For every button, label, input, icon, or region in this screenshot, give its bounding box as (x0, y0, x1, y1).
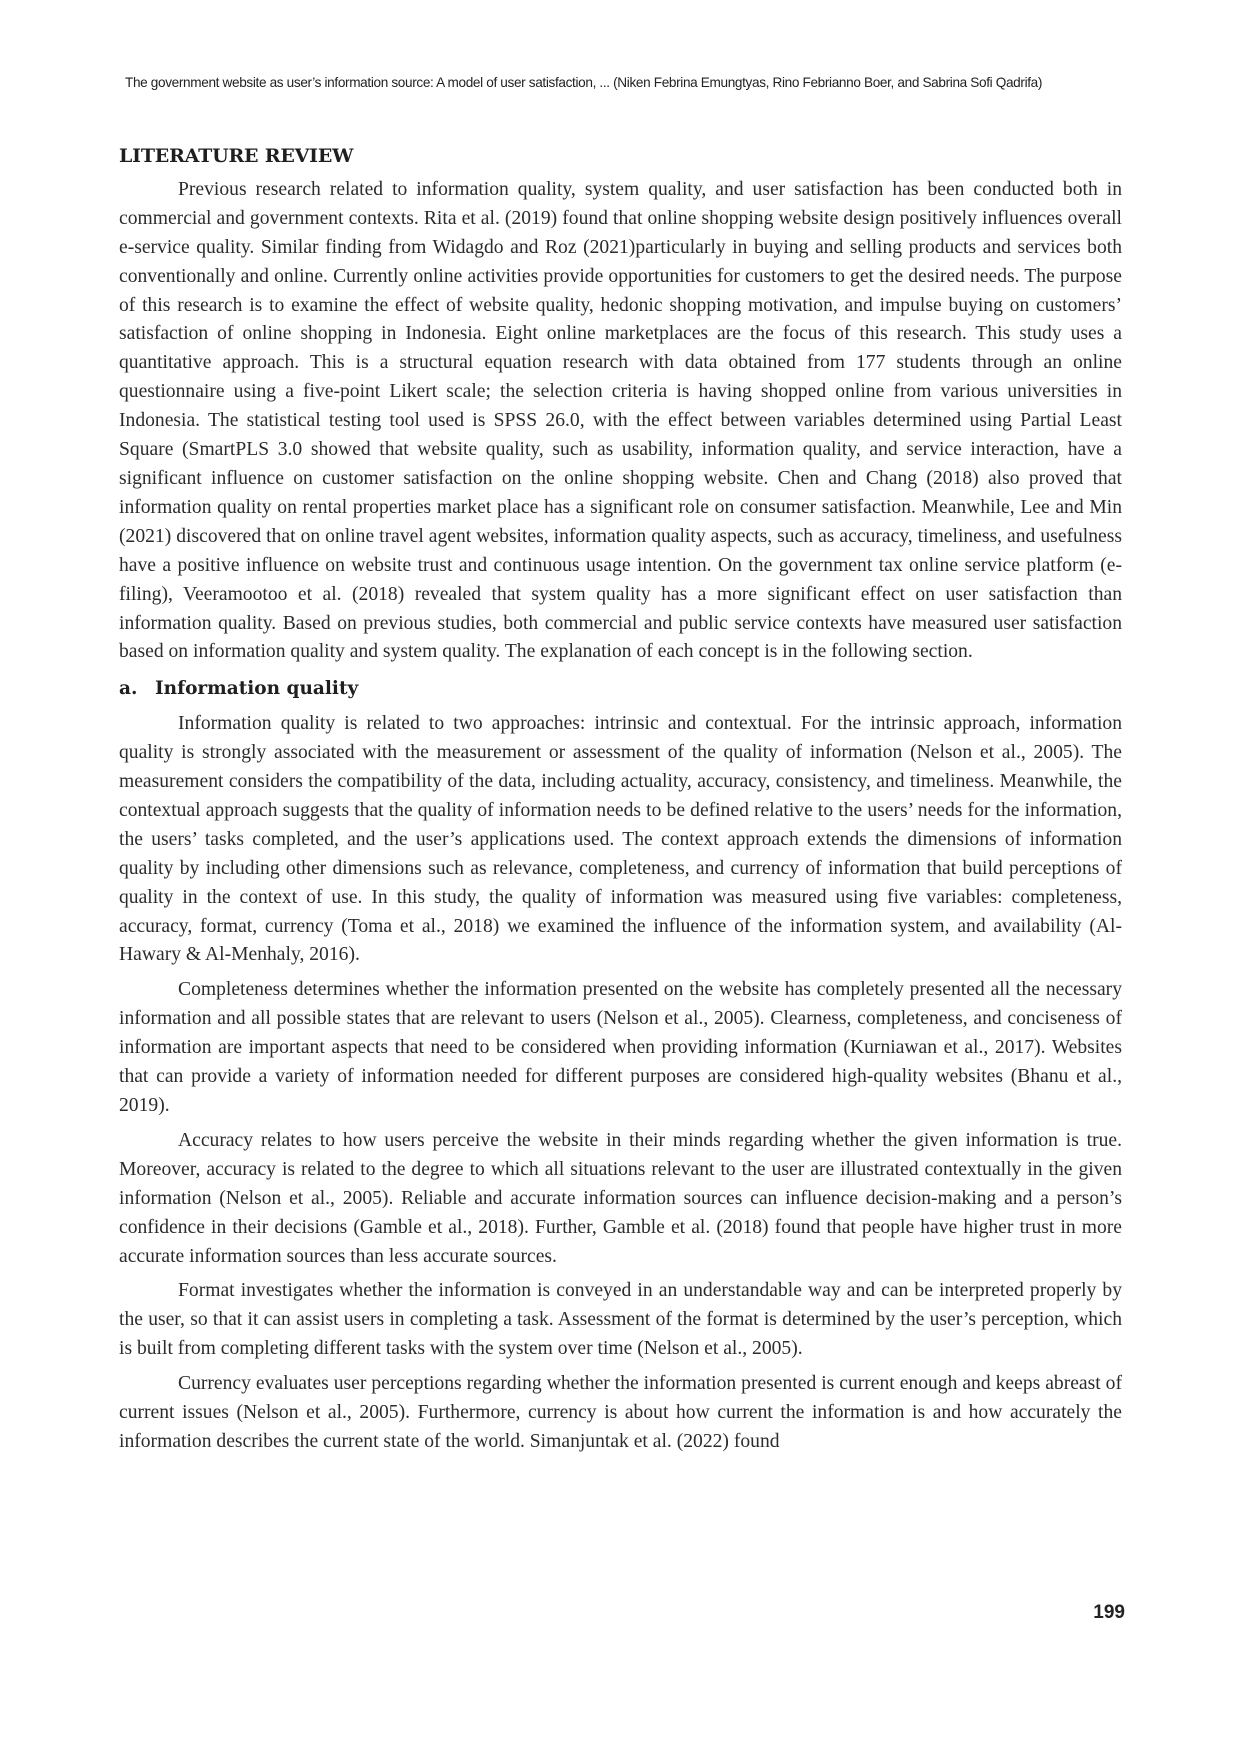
intro-paragraph: Previous research related to information quality, system quality, and user satisfaction has been conducted both in commercial and government contexts. Rita et al. (2019) found that online shopping website design positively influences overall e-service quality. Similar finding from Widagdo and Roz (2021)particularly in buying and selling products and services both conventionally and online. Currently online activities provide opportunities for customers to get the desired needs. The purpose of this research is to examine the effect of website quality, hedonic shopping motivation, and impulse buying on customers’ satisfaction of online shopping in Indonesia. Eight online marketplaces are the focus of this research. This study uses a quantitative approach. This is a structural equation research with data obtained from 177 students through an online questionnaire using a five-point Likert scale; the selection criteria is having shopped online from various universities in Indonesia. The statistical testing tool used is SPSS 26.0, with the effect between variables determined using Partial Least Square (SmartPLS 3.0 showed that website quality, such as usability, information quality, and service interaction, have a significant influence on customer satisfaction on the online shopping website. Chen and Chang (2018) also proved that information quality on rental properties market place has a significant role on consumer satisfaction. Meanwhile, Lee and Min (2021) discovered that on online travel agent websites, information quality aspects, such as accuracy, timeliness, and usefulness have a positive influence on website trust and continuous usage intention. On the government tax online service platform (e-filing), Veeramootoo et al. (2018) revealed that system quality has a more significant effect on user satisfaction than information quality. Based on previous studies, both commercial and public service contexts have measured user satisfaction based on information quality and system quality. The explanation of each concept is in the following section. (119, 178, 1122, 663)
paragraph-information-quality: Information quality is related to two approaches: intrinsic and contextual. For the intrinsic approach, information quality is strongly associated with the measurement or assessment of the quality of information (Nelson et al., 2005). The measurement considers the compatibility of the data, including actuality, accuracy, consistency, and timeliness. Meanwhile, the contextual approach suggests that the quality of information needs to be defined relative to the users’ needs for the information, the users’ tasks completed, and the user’s applications used. The context approach extends the dimensions of information quality by including other dimensions such as relevance, completeness, and currency of information that build perceptions of quality in the context of use. In this study, the quality of information was measured using five variables: completeness, accuracy, format, currency (Toma et al., 2018) we examined the influence of the information system, and availability (Al-Hawary & Al-Menhaly, 2016). (119, 713, 1122, 966)
paragraph-currency: Currency evaluates user perceptions regarding whether the information presented is current enough and keeps abreast of current issues (Nelson et al., 2005). Furthermore, currency is about how current the information is and how accurately the information describes the current state of the world. Simanjuntak et al. (2022) found (119, 1373, 1122, 1452)
subsection-heading (119, 675, 1122, 704)
running-header: The government website as user’s information source: A model of user satisfaction, ... (Niken Febrina Emungtyas, Rino Febrianno Boer, and Sabrina Sofi Qadrifa) (125, 75, 1043, 90)
paragraph-format: Format investigates whether the information is conveyed in an understandable way and can be interpreted properly by the user, so that it can assist users in completing a task. Assessment of the format is determined by the user’s perception, which is built from completing different tasks with the system over time (Nelson et al., 2005). (119, 1280, 1122, 1360)
subsection-title: Information quality (155, 678, 359, 700)
article-body (119, 142, 1122, 1463)
page-number: 199 (1093, 1602, 1125, 1623)
paragraph-accuracy: Accuracy relates to how users perceive the website in their minds regarding whether the given information is true. Moreover, accuracy is related to the degree to which all situations relevant to the user are illustrated contextually in the given information (Nelson et al., 2005). Reliable and accurate information sources can influence decision-making and a person’s confidence in their decisions (Gamble et al., 2018). Further, Gamble et al. (2018) found that people have higher trust in more accurate information sources than less accurate sources. (119, 1129, 1122, 1267)
subsection-letter: a. (119, 678, 138, 700)
paragraph-completeness: Completeness determines whether the information presented on the website has completely presented all the necessary information and all possible states that are relevant to users (Nelson et al., 2005). Clearness, completeness, and conciseness of information are important aspects that need to be considered when providing information (Kurniawan et al., 2017). Websites that can provide a variety of information needed for different purposes are considered high-quality websites (Bhanu et al., 2019). (119, 979, 1122, 1116)
section-heading: LITERATURE REVIEW (119, 145, 354, 167)
